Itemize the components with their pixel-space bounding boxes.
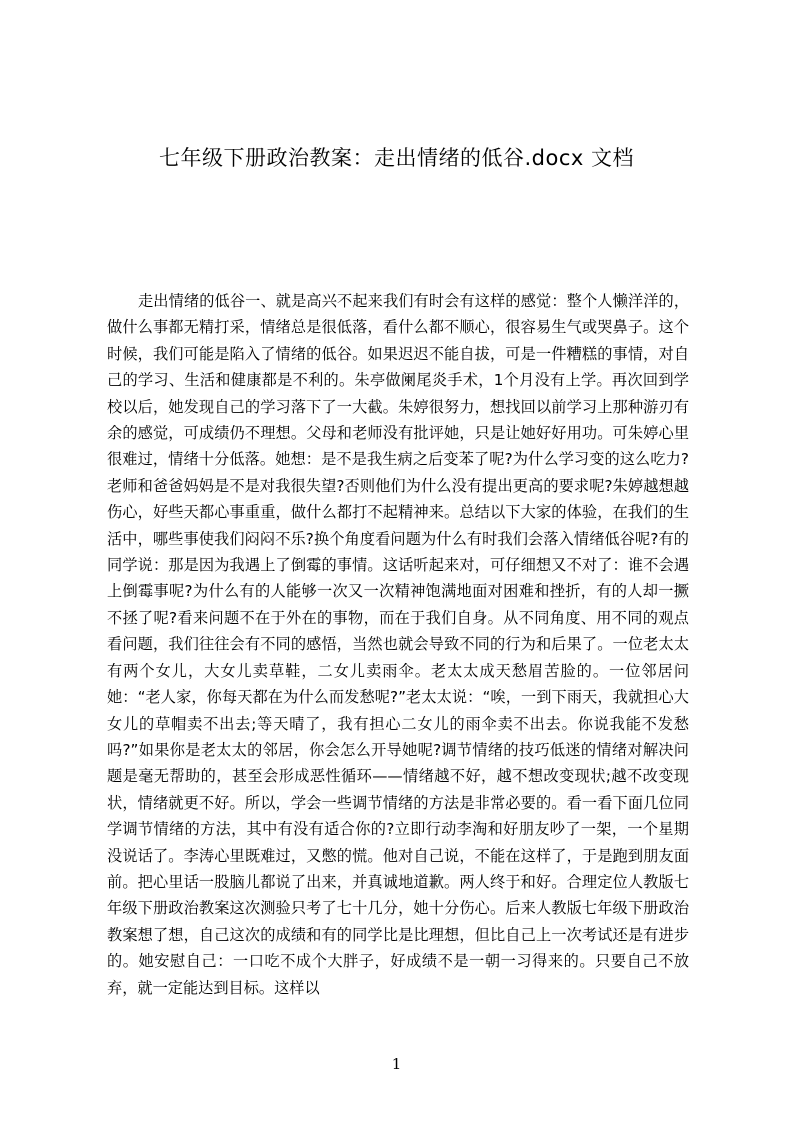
page-number: 1 [391, 1055, 402, 1073]
body-paragraph: 走出情绪的低谷一、就是高兴不起来我们有时会有这样的感觉：整个人懒洋洋的，做什么事都无精打采，情绪总是很低落，看什么都不顺心，很容易生气或哭鼻子。这个时候，我们可能是陷入了情绪的低谷。如果迟迟不能自拔，可是一件糟糕的事情，对自己的学习、生活和健康都是不利的。朱亭做阑尾炎手术，1个月没有上学。再次回到学校以后，她发现自己的学习落下了一大截。朱婷很努力，想找回以前学习上那种游刃有余的感觉，可成绩仍不理想。父母和老师没有批评她，只是让她好好用功。可朱婷心里很难过，情绪十分低落。她想：是不是我生病之后变苯了呢?为什么学习变的这么吃力?老师和爸爸妈妈是不是对我很失望?否则他们为什么没有提出更高的要求呢?朱婷越想越伤心，好些天都心事重重，做什么都打不起精神来。总结以下大家的体验，在我们的生活中，哪些事使我们闷闷不乐?换个角度看问题为什么有时我们会落入情绪低谷呢?有的同学说：那是因为我遇上了倒霉的事情。这话听起来对，可仔细想又不对了：谁不会遇上倒霉事呢?为什么有的人能够一次又一次精神饱满地面对困难和挫折，有的人却一撅不拯了呢?看来问题不在于外在的事物，而在于我们自身。从不同角度、用不同的观点看问题，我们往往会有不同的感悟，当然也就会导致不同的行为和后果了。一位老太太有两个女儿，大女儿卖草鞋，二女儿卖雨伞。老太太成天愁眉苦脸的。一位邻居问她：“老人家，你每天都在为什么而发愁呢?”老太太说：“唉，一到下雨天，我就担心大女儿的草帽卖不出去;等天晴了，我有担心二女儿的雨伞卖不出去。你说我能不发愁吗?”如果你是老太太的邻居，你会怎么开导她呢?调节情绪的技巧低迷的情绪对解决问题是毫无帮助的，甚至会形成恶性循环——情绪越不好，越不想改变现状;越不改变现状，情绪就更不好。所以，学会一些调节情绪的方法是非常必要的。看一看下面几位同学调节情绪的方法，其中有没有适合你的?立即行动李淘和好朋友吵了一架，一个星期没说话了。李涛心里既难过，又憋的慌。他对自己说，不能在这样了，于是跑到朋友面前。把心里话一股脑儿都说了出来，并真诚地道歉。两人终于和好。合理定位人教版七年级下册政治教案这次测验只考了七十几分，她十分伤心。后来人教版七年级下册政治教案想了想，自己这次的成绩和有的同学比是比理想，但比自己上一次考试还是有进步的。她安慰自己：一口吃不成个大胖子，好成绩不是一朝一习得来的。只要自己不放弃，就一定能达到目标。这样以 [107, 292, 689, 997]
document-title: 七年级下册政治教案：走出情绪的低谷.docx 文档 [158, 146, 634, 170]
